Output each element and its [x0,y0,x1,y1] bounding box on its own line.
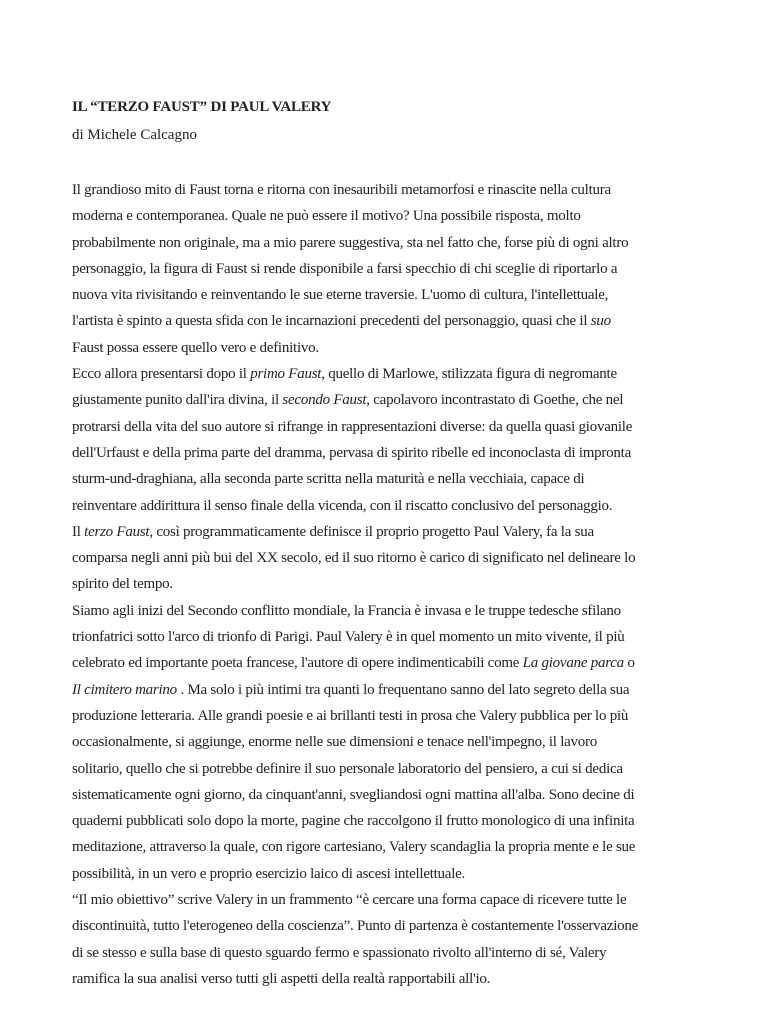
text-line [72,416,712,442]
text-run: moderna e contemporanea. Quale ne può essere il motivo? Una possibile risposta, molto [72,208,581,225]
text-run: sturm-und-draghiana, alla seconda parte scritta nella maturità e nella vecchiaia, capace di [72,471,585,488]
text-line [72,889,712,915]
text-run: o [623,655,635,672]
text-run: solitario, quello che si potrebbe definire il suo personale laboratorio del pensiero, a cui si dedica [72,760,623,777]
text-line [72,205,712,231]
italic-text: secondo Faust [282,392,367,409]
text-run: , così programmaticamente definisce il proprio progetto Paul Valery, fa la sua [149,523,594,540]
text-run: Ecco allora presentarsi dopo il [72,366,251,383]
document-body [72,179,712,994]
text-line [72,232,712,258]
text-line [72,679,712,705]
text-run: dell'Urfaust e della prima parte del dramma, pervasa di spirito ribelle ed inconoclasta di impronta [72,444,631,461]
text-run: ramifica la sua analisi verso tutti gli aspetti della realtà rapportabili all'io. [72,970,491,987]
text-line [72,968,712,994]
text-run: Siamo agli inizi del Secondo conflitto mondiale, la Francia è invasa e le truppe tedesche sfilano [72,602,621,619]
text-line [72,284,712,310]
text-run: meditazione, attraverso la quale, con rigore cartesiano, Valery scandaglia la propria mente e le sue [72,839,636,856]
text-run: celebrato ed importante poeta francese, l'autore di opere indimenticabili come [72,655,523,672]
text-run: Faust possa essere quello vero e definitivo. [72,339,319,356]
text-line [72,258,712,284]
text-line [72,468,712,494]
text-line [72,310,712,336]
text-run: di se stesso e sulla base di questo sguardo fermo e spassionato rivolto all'interno di sé, Valery [72,944,607,961]
text-line [72,626,712,652]
document-author: di Michele Calcagno [72,127,197,143]
text-run: , quello di Marlowe, stilizzata figura di negromante [321,366,617,383]
text-line [72,784,712,810]
text-line [72,442,712,468]
text-run: “Il mio obiettivo” scrive Valery in un frammento “è cercare una forma capace di ricevere tutte le [72,892,627,909]
text-line [72,731,712,757]
text-run: Il grandioso mito di Faust torna e ritorna con inesauribili metamorfosi e rinascite nella cultura [72,182,611,198]
text-line [72,652,712,678]
text-run: sistematicamente ogni giorno, da cinquant'anni, svegliandosi ogni mattina all'alba. Sono decine di [72,786,635,803]
text-line [72,179,712,205]
text-run: trionfatrici sotto l'arco di trionfo di Parigi. Paul Valery è in quel momento un mito vivente, il più [72,629,625,646]
italic-text: terzo Faust [84,523,150,540]
italic-text: La giovane parca [522,655,624,672]
text-line [72,573,712,599]
text-line [72,521,712,547]
text-run: Il [72,523,85,540]
text-run: reinventare addirittura il senso finale della vicenda, con il riscatto conclusivo del personaggio. [72,497,613,514]
document-title: IL “TERZO FAUST” DI PAUL VALERY [72,99,332,115]
text-run: nuova vita rivisitando e reinventando le sue eterne traversie. L'uomo di cultura, l'intellettuale, [72,287,609,304]
text-line [72,547,712,573]
text-run: personaggio, la figura di Faust si rende disponibile a farsi specchio di chi sceglie di riportarlo a [72,260,618,277]
text-line [72,600,712,626]
text-run: . Ma solo i più intimi tra quanti lo frequentano sanno del lato segreto della sua [176,681,630,698]
italic-text: Il cimitero marino [72,681,177,698]
text-run: spirito del tempo. [72,576,173,593]
text-run: giustamente punito dall'ira divina, il [72,392,283,409]
text-line [72,363,712,389]
text-line [72,337,712,363]
text-run: possibilità, in un vero e proprio esercizio laico di ascesi intellettuale. [72,865,466,882]
text-line [72,705,712,731]
text-line [72,836,712,862]
text-run: , capolavoro incontrastato di Goethe, che nel [366,392,624,409]
text-run: produzione letteraria. Alle grandi poesie e ai brillanti testi in prosa che Valery pubblica per lo più [72,707,629,724]
text-line [72,810,712,836]
text-run: l'artista è spinto a questa sfida con le incarnazioni precedenti del personaggio, quasi che il [72,313,591,330]
text-run: occasionalmente, si aggiunge, enorme nelle sue dimensioni e tenace nell'impegno, il lavoro [72,734,598,751]
text-line [72,915,712,941]
text-line [72,863,712,889]
text-run: probabilmente non originale, ma a mio parere suggestiva, sta nel fatto che, forse più di ogni altro [72,234,629,251]
text-line [72,942,712,968]
italic-text: suo [590,313,611,330]
text-run: quaderni pubblicati solo dopo la morte, pagine che raccolgono il frutto monologico di una infinita [72,813,635,830]
text-line [72,389,712,415]
text-line [72,758,712,784]
text-run: discontinuità, tutto l'eterogeneo della coscienza”. Punto di partenza è costantemente l'osservazione [72,918,639,935]
text-run: comparsa negli anni più bui del XX secolo, ed il suo ritorno è carico di significato nel delineare lo [72,550,636,567]
italic-text: primo Faust [250,366,322,383]
text-line [72,495,712,521]
text-run: protrarsi della vita del suo autore si rifrange in rappresentazioni diverse: da quella quasi giovanile [72,418,633,435]
